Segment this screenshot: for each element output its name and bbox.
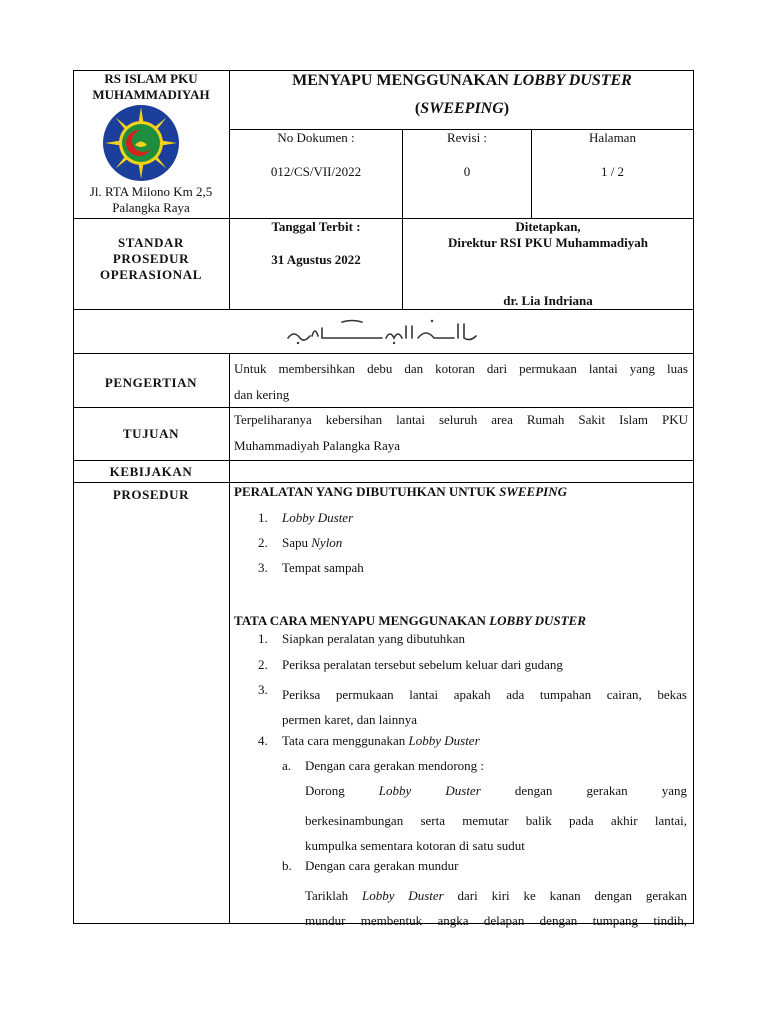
alat-1-num: 1. [258,510,268,525]
spo-line1: STANDAR [117,235,185,250]
ditetapkan-label: Ditetapkan, [515,219,581,234]
step-1: Siapkan peralatan yang dibutuhkan [282,631,466,646]
no-dokumen-label: No Dokumen : [277,130,355,145]
sub-a-word2: Lobby [378,783,412,798]
sub-b-line1-prefix: Tariklah [305,888,362,903]
step-3-line1: Periksa permukaan lantai apakah ada tumpahan cairan, bekas [282,687,687,702]
sub-a-word1: Dorong [305,783,345,798]
peralatan-heading-italic: SWEEPING [499,484,567,499]
title-italic: LOBBY DUSTER [512,72,632,89]
title-prefix: MENYAPU MENGGUNAKAN [292,72,513,89]
tujuan-line2: Muhammadiyah Palangka Raya [234,438,401,453]
sub-a-line2: berkesinambungan serta memutar balik pada akhir lantai, [305,813,687,828]
bismillah-calligraphy [282,316,482,348]
tata-heading-prefix: TATA CARA MENYAPU MENGGUNAKAN [234,613,490,628]
alat-3: Tempat sampah [282,560,364,575]
tata-heading-italic: LOBBY DUSTER [489,613,586,628]
pengertian-line1: Untuk membersihkan debu dan kotoran dari permukaan lantai yang luas [234,361,688,376]
step-4 [282,733,480,749]
step-2-num: 2. [258,657,268,672]
sub-b-line1 [305,883,687,908]
address-line1: Jl. RTA Milono Km 2,5 [89,184,213,199]
peralatan-heading-prefix: PERALATAN YANG DIBUTUHKAN UNTUK [234,484,500,499]
peralatan-heading [234,484,567,500]
pengertian-text [234,356,688,408]
sub-a-word5: gerakan [586,783,628,798]
step-1-num: 1. [258,631,268,646]
title2-close: ) [503,100,510,117]
tata-cara-heading [234,613,586,629]
step-4-prefix: Tata cara menggunakan [282,733,409,748]
pengertian-label: PENGERTIAN [104,375,198,390]
sub-a: Dengan cara gerakan mendorong : [305,758,485,773]
title2-italic: SWEEPING [420,100,504,117]
tujuan-label: TUJUAN [122,426,180,441]
sub-b: Dengan cara gerakan mundur [305,858,459,873]
sub-b-line2: mundur membentuk angka delapan dengan tumpang tindih, [305,913,687,928]
hospital-logo [102,104,180,182]
halaman-value: 1 / 2 [600,164,625,179]
halaman-label: Halaman [589,130,636,145]
sub-a-word6: yang [661,783,687,798]
revisi-value: 0 [463,164,471,179]
step-3-num: 3. [258,682,268,697]
spo-label [76,235,226,283]
document-title-line1 [232,72,692,90]
tanggal-terbit-label: Tanggal Terbit : [271,219,361,234]
hospital-name-line2: MUHAMMADIYAH [92,87,210,102]
direktur-name: dr. Lia Indriana [503,293,593,308]
title2-open: ( [414,100,421,117]
sub-a-num: a. [282,758,292,773]
address-line2: Palangka Raya [112,200,190,215]
alat-3-num: 3. [258,560,268,575]
hospital-address [76,184,226,216]
alat-2-italic: Nylon [311,535,343,550]
no-dokumen-value: 012/CS/VII/2022 [270,164,362,179]
document-title-line2 [232,100,692,118]
revisi-label: Revisi : [446,130,488,145]
prosedur-label: PROSEDUR [112,487,190,502]
alat-1: Lobby Duster [282,510,354,525]
step-4-italic: Lobby Duster [408,733,480,748]
step-3-line2: permen karet, dan lainnya [282,712,417,727]
sub-b-line1-italic: Lobby Duster [361,888,444,903]
spo-line3: OPERASIONAL [100,267,202,282]
tujuan-line1: Terpeliharanya kebersihan lantai seluruh area Rumah Sakit Islam PKU [234,412,688,427]
tanggal-terbit-value: 31 Agustus 2022 [271,252,361,267]
kebijakan-label: KEBIJAKAN [109,464,193,479]
sub-b-num: b. [282,858,292,873]
pengertian-line2: dan kering [234,387,290,402]
alat-2 [282,535,342,551]
tujuan-text [234,407,688,459]
step-3 [282,682,687,732]
sub-a-word4: dengan [514,783,553,798]
direktur-title: Direktur RSI PKU Muhammadiyah [448,235,648,250]
sub-a-line3: kumpulka sementara kotoran di satu sudut [305,838,525,853]
alat-2-num: 2. [258,535,268,550]
step-2: Periksa peralatan tersebut sebelum keluar dari gudang [282,657,563,672]
alat-2-prefix: Sapu [282,535,312,550]
spo-line2: PROSEDUR [112,251,190,266]
sub-a-line1 [305,783,687,799]
sub-b-line1-suffix: dari kiri ke kanan dengan gerakan [443,888,687,903]
sub-a-word3: Duster [445,783,481,798]
step-4-num: 4. [258,733,268,748]
sub-b-body [305,883,687,933]
hospital-name [76,71,226,103]
sub-a-body [305,808,687,858]
hospital-name-line1: RS ISLAM PKU [104,71,198,86]
